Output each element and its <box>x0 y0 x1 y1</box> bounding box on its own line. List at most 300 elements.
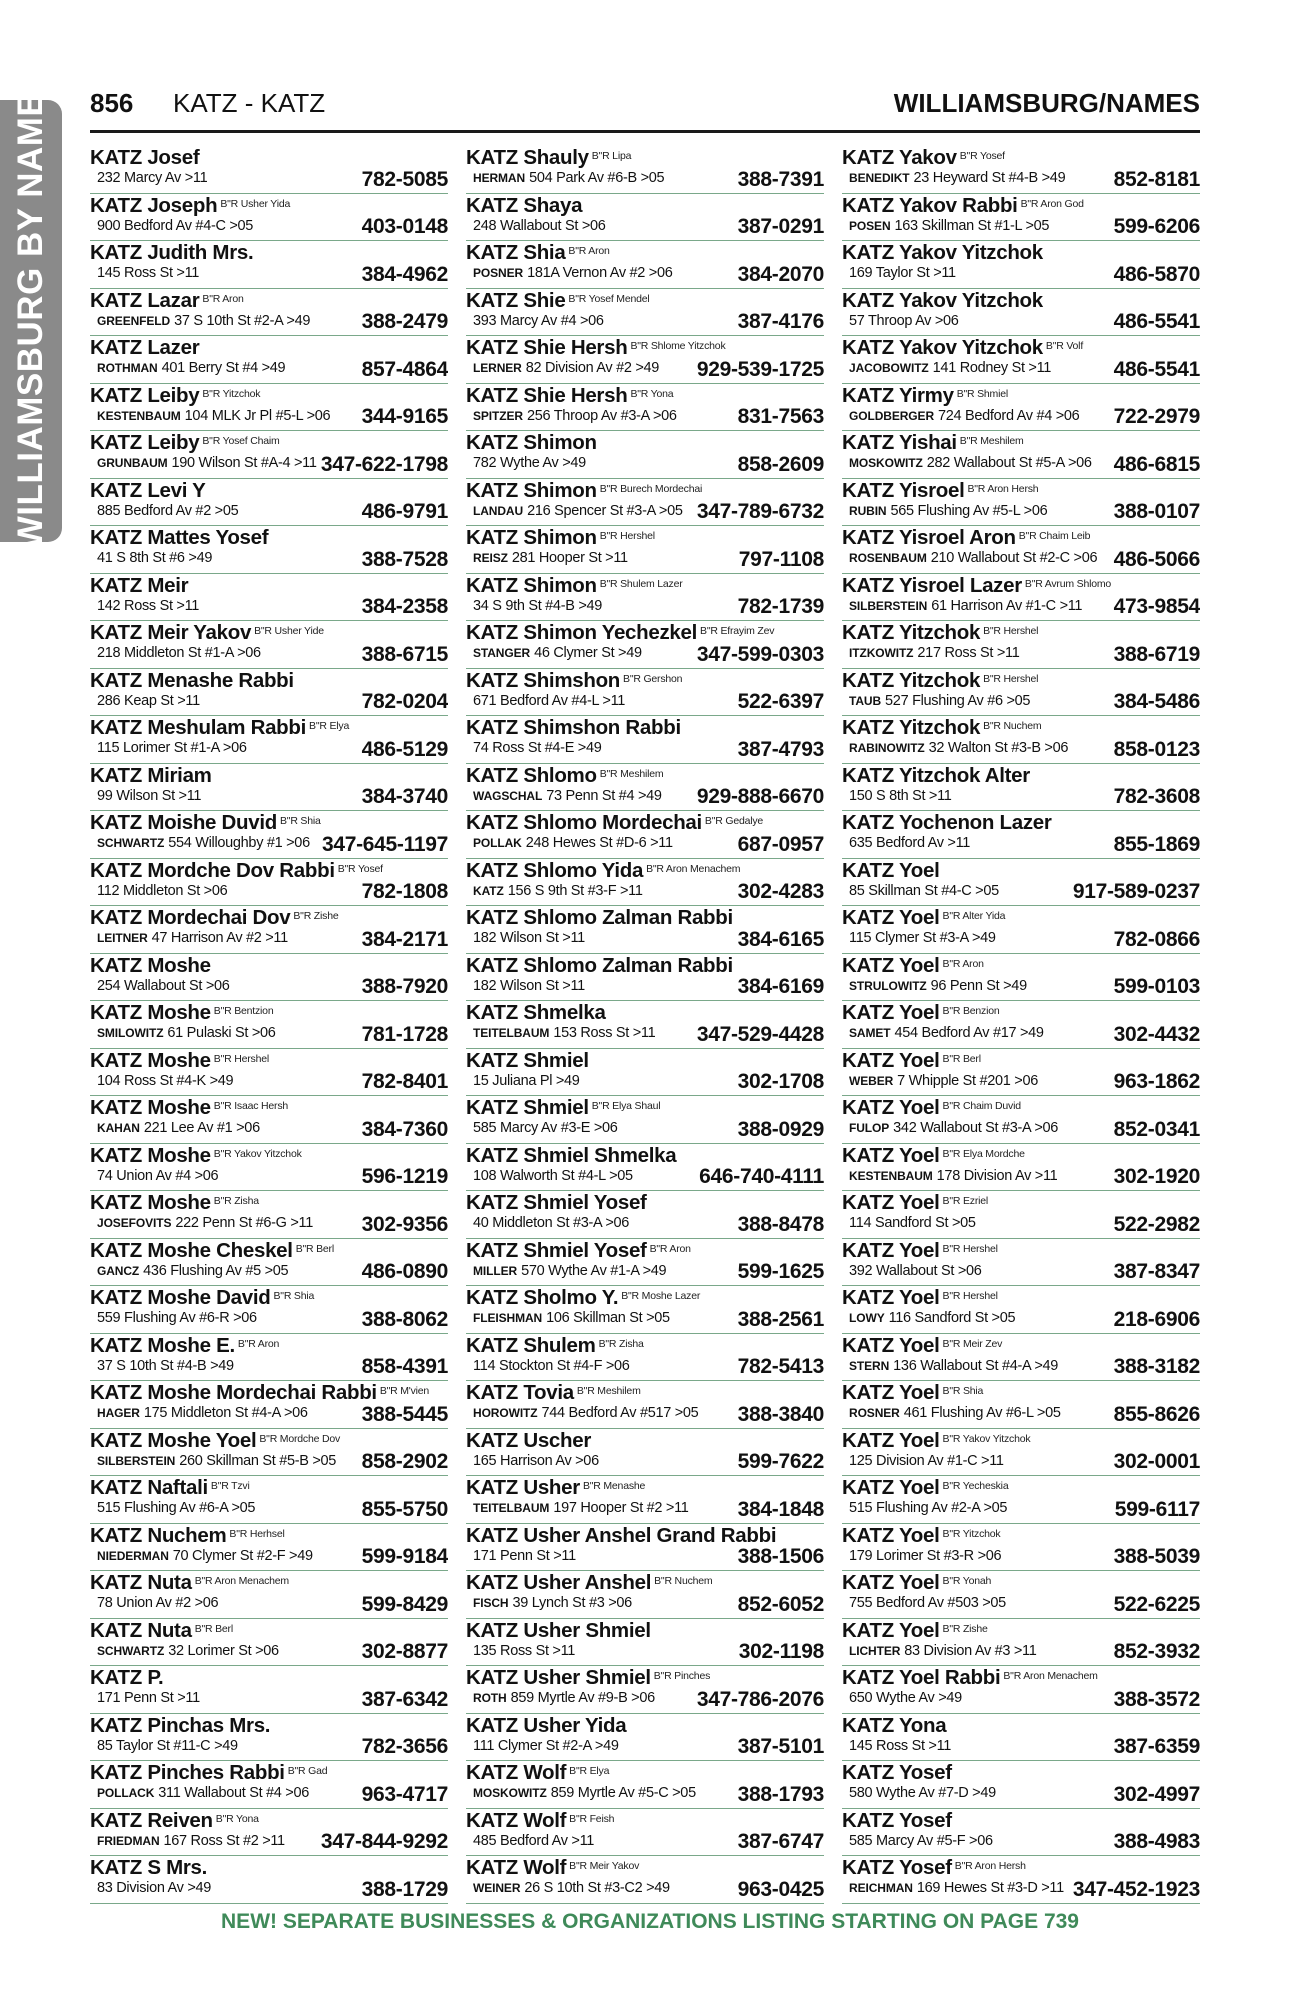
parent-name: B"R Yakov Yitzchok <box>213 1147 302 1160</box>
listing-phone: 855-5750 <box>361 1497 448 1521</box>
maiden-name: SILBERSTEIN <box>97 1453 176 1468</box>
listing-phone: 486-5129 <box>361 737 448 761</box>
listing-name: KATZ Yisroel <box>842 478 965 502</box>
entry-address-line <box>473 1166 633 1186</box>
listing-entry <box>90 1476 448 1524</box>
listing-name: KATZ Yitzchok <box>842 668 981 692</box>
listing-entry <box>842 336 1200 384</box>
listing-phone: 388-7528 <box>361 547 448 571</box>
parent-name: B"R Moshe Lazer <box>621 1290 701 1302</box>
entry-address-line <box>97 833 310 853</box>
listing-entry <box>90 621 448 669</box>
parent-name: B"R Hershel <box>983 625 1039 637</box>
entry-address-line <box>473 1831 594 1851</box>
parent-name: B"R Aron God <box>1020 197 1084 210</box>
maiden-name: LEITNER <box>97 931 148 945</box>
parent-name: B"R Zishe <box>942 1622 988 1635</box>
listing-address: 74 Ross St #4-E >49 <box>473 740 602 756</box>
listing-name: KATZ Yochenon Lazer <box>842 811 1052 834</box>
entry-address-line <box>97 501 238 521</box>
listing-name: KATZ Sholmo Y. <box>466 1286 619 1309</box>
listing-address: 15 Juliana Pl >49 <box>473 1072 580 1089</box>
listing-phone: 302-9356 <box>361 1212 448 1236</box>
entry-address-line <box>473 216 606 236</box>
listing-entry <box>842 1476 1200 1524</box>
entry-address-line <box>97 1023 276 1043</box>
entry-address-line <box>473 1641 575 1661</box>
listing-name: KATZ Leiby <box>90 383 200 407</box>
listing-name: KATZ Yakov Yitzchok <box>842 241 1043 264</box>
maiden-name: FLEISHMAN <box>473 1311 543 1325</box>
listing-name: KATZ Shlomo Zalman Rabbi <box>466 953 733 977</box>
parent-name: B"R Elya <box>309 720 350 732</box>
listing-phone: 858-2609 <box>737 452 824 476</box>
listing-name: KATZ Yisroel Lazer <box>842 573 1022 597</box>
listing-entry <box>842 574 1200 622</box>
listing-name: KATZ Shie <box>466 288 566 312</box>
parent-name: B"R Herhsel <box>229 1527 285 1540</box>
listing-phone: 722-2979 <box>1113 405 1200 428</box>
listing-phone: 388-1793 <box>737 1782 824 1806</box>
listing-name: KATZ Yoel <box>842 1143 940 1167</box>
listing-entry <box>90 1286 448 1334</box>
entry-address-line <box>473 1308 670 1328</box>
listing-name: KATZ Shimon <box>466 526 597 549</box>
entry-address-line <box>849 358 1051 378</box>
listing-phone: 347-789-6732 <box>696 500 824 523</box>
listing-entry <box>466 1334 824 1382</box>
listing-phone: 782-3656 <box>361 1735 448 1758</box>
entry-address-line <box>473 1118 618 1138</box>
parent-name: B"R Nuchem <box>654 1575 713 1587</box>
listing-name: KATZ Yoel <box>842 1333 940 1357</box>
listing-address: 73 Penn St #4 >49 <box>546 787 662 804</box>
listing-address: 393 Marcy Av #4 >06 <box>473 312 604 329</box>
entry-address-line <box>97 1451 336 1471</box>
listing-address: 41 S 8th St #6 >49 <box>97 550 213 566</box>
listing-address: 145 Ross St >11 <box>97 265 200 281</box>
listing-phone: 782-3608 <box>1113 785 1200 808</box>
listing-name: KATZ Moshe Cheskel <box>90 1238 293 1262</box>
listing-name: KATZ Usher Anshel Grand Rabbi <box>466 1523 777 1547</box>
listing-entry <box>90 1619 448 1667</box>
listing-entry <box>842 716 1200 764</box>
maiden-name: MILLER <box>473 1263 518 1278</box>
listing-phone: 599-8429 <box>361 1592 448 1616</box>
listing-phone: 782-1808 <box>361 880 448 903</box>
entry-address-line <box>849 786 952 806</box>
entry-address-line <box>849 928 996 948</box>
maiden-name: POLLACK <box>97 1786 155 1800</box>
listing-name: KATZ Yoel <box>842 1096 940 1119</box>
listing-entry <box>466 479 824 527</box>
listing-name: KATZ Yona <box>842 1713 947 1737</box>
listing-name: KATZ Moshe Mordechai Rabbi <box>90 1381 377 1404</box>
listing-phone: 797-1108 <box>738 547 824 571</box>
listing-phone: 599-1625 <box>737 1260 824 1283</box>
listing-entry <box>90 241 448 289</box>
listing-entry <box>842 1096 1200 1144</box>
listing-entry <box>90 859 448 907</box>
listing-entry <box>466 384 824 432</box>
parent-name: B"R Lipa <box>591 150 632 162</box>
listing-name: KATZ Tovia <box>466 1381 574 1404</box>
entry-address-line <box>849 1023 1044 1043</box>
maiden-name: FISCH <box>473 1596 509 1610</box>
entry-address-line <box>97 596 199 616</box>
listing-address: 178 Division Av >11 <box>936 1167 1058 1184</box>
parent-name: B"R Gershon <box>623 672 683 685</box>
maiden-name: POSNER <box>473 266 524 280</box>
listing-address: 755 Bedford Av #503 >05 <box>849 1595 1006 1611</box>
listing-phone: 963-0425 <box>737 1877 824 1901</box>
listing-name: KATZ Usher <box>466 1476 580 1499</box>
listing-phone: 599-9184 <box>361 1545 448 1568</box>
listing-address: 37 S 10th St #4-B >49 <box>97 1357 234 1374</box>
listing-address: 724 Bedford Av #4 >06 <box>938 407 1080 424</box>
listing-entry <box>466 1191 824 1239</box>
entry-address-line <box>97 1118 260 1138</box>
listing-entry <box>842 1524 1200 1572</box>
listing-entry <box>466 1619 824 1667</box>
listing-phone: 384-2070 <box>737 262 824 286</box>
listing-name: KATZ Wolf <box>466 1761 567 1784</box>
listing-address: 125 Division Av #1-C >11 <box>849 1452 1004 1469</box>
listing-address: 859 Myrtle Av #5-C >05 <box>550 1785 696 1801</box>
entry-address-line <box>849 1166 1057 1186</box>
parent-name: B"R Yona <box>630 387 674 400</box>
entry-address-line <box>849 1736 951 1756</box>
section-title: WILLIAMSBURG/NAMES <box>893 88 1200 118</box>
entry-address-line <box>97 311 310 331</box>
maiden-name: SILBERSTEIN <box>849 598 928 613</box>
listing-address: 222 Penn St #6-G >11 <box>175 1215 313 1231</box>
entry-address-line <box>849 1688 962 1708</box>
maiden-name: LANDAU <box>473 503 524 518</box>
listing-name: KATZ Yoel <box>842 858 940 882</box>
listing-entry <box>466 1476 824 1524</box>
listing-phone: 384-1848 <box>737 1497 824 1521</box>
maiden-name: WEINER <box>473 1881 521 1895</box>
listing-entry <box>90 1666 448 1714</box>
entry-address-line <box>473 358 659 378</box>
listing-phone: 387-5101 <box>737 1735 824 1758</box>
entry-address-line <box>97 1688 200 1708</box>
entry-address-line <box>473 1071 580 1091</box>
listing-entry <box>90 1049 448 1097</box>
listing-address: 83 Division Av #3 >11 <box>904 1642 1037 1659</box>
listing-phone: 387-6359 <box>1113 1735 1200 1758</box>
listing-name: KATZ Yisroel Aron <box>842 526 1016 549</box>
listing-address: 580 Wythe Av #7-D >49 <box>849 1785 996 1801</box>
listing-name: KATZ Moishe Duvid <box>90 811 277 834</box>
listing-phone: 852-8181 <box>1113 167 1200 191</box>
listing-phone: 384-7360 <box>361 1117 448 1141</box>
listing-entry <box>466 1761 824 1809</box>
listing-entry <box>842 1334 1200 1382</box>
listing-phone: 486-5541 <box>1113 310 1200 333</box>
listing-name: KATZ Moshe <box>90 953 211 977</box>
entry-address-line <box>849 311 959 331</box>
listing-name: KATZ Shimon <box>466 431 597 454</box>
listing-phone: 388-4983 <box>1113 1830 1200 1853</box>
listing-phone: 388-5445 <box>361 1402 448 1426</box>
entry-address-line <box>849 1071 1038 1091</box>
entry-address-line <box>473 1736 619 1756</box>
listing-phone: 929-539-1725 <box>696 357 824 381</box>
listing-phone: 388-6715 <box>361 642 448 666</box>
parent-name: B"R Nuchem <box>983 720 1042 732</box>
listing-phone: 388-7920 <box>361 975 448 998</box>
parent-name: B"R Zishe <box>293 910 339 922</box>
listing-column-1 <box>90 146 448 1904</box>
listing-address: 900 Bedford Av #4-C >05 <box>97 217 254 234</box>
listing-address: 248 Wallabout St >06 <box>473 217 606 234</box>
listing-entry <box>90 669 448 717</box>
listing-address: 46 Clymer St >49 <box>534 645 642 661</box>
listing-name: KATZ Levi Y <box>90 478 206 502</box>
parent-name: B"R Shia <box>280 815 321 827</box>
parent-name: B"R Alter Yida <box>942 910 1006 922</box>
maiden-name: REISZ <box>473 551 508 565</box>
listing-address: 61 Harrison Av #1-C >11 <box>931 597 1083 614</box>
listing-name: KATZ Moshe <box>90 1191 211 1214</box>
parent-name: B"R Shlome Yitzchok <box>630 340 726 352</box>
listing-entry <box>842 526 1200 574</box>
parent-name: B"R Yonah <box>942 1575 992 1587</box>
listing-entry <box>90 194 448 242</box>
listing-phone: 388-8478 <box>737 1212 824 1236</box>
listing-address: 671 Bedford Av #4-L >11 <box>473 692 626 709</box>
maiden-name: MOSKOWITZ <box>849 456 923 470</box>
maiden-name: FRIEDMAN <box>97 1833 160 1848</box>
listing-name: KATZ Moshe <box>90 1048 211 1072</box>
entry-address-line <box>97 643 261 663</box>
listing-name: KATZ Shie Hersh <box>466 336 628 359</box>
listing-name: KATZ Shlomo <box>466 763 597 787</box>
parent-name: B"R Yecheskia <box>942 1480 1009 1492</box>
listing-address: 217 Ross St >11 <box>917 645 1020 661</box>
parent-name: B"R Chaim Duvid <box>942 1100 1021 1112</box>
entry-address-line <box>849 1831 993 1851</box>
entry-address-line <box>97 358 285 378</box>
parent-name: B"R Efrayim Zev <box>700 625 775 637</box>
listing-phone: 302-1920 <box>1113 1165 1200 1188</box>
entry-address-line <box>97 1308 257 1328</box>
entry-address-line <box>473 1688 655 1708</box>
entry-address-line <box>97 691 200 711</box>
listing-entry <box>90 1239 448 1287</box>
parent-name: B"R Shia <box>942 1385 984 1397</box>
listing-entry <box>90 1381 448 1429</box>
listing-entry <box>466 1429 824 1477</box>
listing-address: 392 Wallabout St >06 <box>849 1262 982 1279</box>
listing-address: 885 Bedford Av #2 >05 <box>97 502 239 519</box>
listing-phone: 388-1729 <box>361 1877 448 1901</box>
listing-phone: 347-529-4428 <box>696 1022 824 1046</box>
listing-entry <box>90 1761 448 1809</box>
listing-address: 167 Ross St #2 >11 <box>163 1832 285 1849</box>
listing-name: KATZ Shlomo Zalman Rabbi <box>466 906 733 929</box>
listing-entry <box>466 811 824 859</box>
listing-phone: 599-7622 <box>737 1450 824 1473</box>
entry-address-line <box>97 216 253 236</box>
listing-entry <box>90 1809 448 1857</box>
listing-entry <box>466 1001 824 1049</box>
parent-name: B"R Hershel <box>983 672 1039 685</box>
listing-entry <box>466 859 824 907</box>
entry-address-line <box>473 453 586 473</box>
listing-address: 116 Sandford St >05 <box>888 1310 1016 1326</box>
maiden-name: TAUB <box>849 693 882 708</box>
entry-address-line <box>473 596 602 616</box>
listing-address: 190 Wilson St #A-4 >11 <box>171 455 317 471</box>
listing-address: 256 Throop Av #3-A >06 <box>526 407 677 424</box>
entry-address-line <box>473 501 683 521</box>
entry-address-line <box>473 1498 689 1518</box>
entry-address-line <box>97 928 288 948</box>
listing-address: 515 Flushing Av #2-A >05 <box>849 1500 1008 1516</box>
parent-name: B"R Aron <box>649 1242 691 1255</box>
maiden-name: HERMAN <box>473 171 526 185</box>
entry-address-line <box>473 311 604 331</box>
listing-address: 515 Flushing Av #6-A >05 <box>97 1500 256 1516</box>
listing-entry <box>842 1286 1200 1334</box>
listing-columns <box>90 146 1200 1904</box>
listing-phone: 781-1728 <box>361 1022 448 1046</box>
listing-name: KATZ Shauly <box>466 146 589 169</box>
listing-name: KATZ Nuchem <box>90 1523 227 1547</box>
listing-address: 585 Marcy Av #3-E >06 <box>473 1120 618 1136</box>
listing-name: KATZ Yosef <box>842 1808 952 1832</box>
entry-address-line <box>97 1546 313 1566</box>
listing-address: 145 Ross St >11 <box>849 1737 952 1754</box>
entry-address-line <box>849 976 1027 996</box>
listing-address: 26 S 10th St #3-C2 >49 <box>524 1880 670 1896</box>
entry-address-line <box>849 1878 1064 1898</box>
parent-name: B"R Shia <box>273 1290 315 1302</box>
listing-entry <box>90 336 448 384</box>
listing-entry <box>90 1096 448 1144</box>
entry-address-line <box>849 1308 1015 1328</box>
entry-address-line <box>473 263 673 283</box>
listing-address: 83 Division Av >49 <box>97 1880 212 1896</box>
listing-name: KATZ Yakov <box>842 146 957 169</box>
entry-address-line <box>97 976 230 996</box>
listing-entry <box>466 574 824 622</box>
listing-address: 282 Wallabout St #5-A >06 <box>926 455 1092 471</box>
listing-entry <box>90 954 448 1002</box>
listing-address: 34 S 9th St #4-B >49 <box>473 597 603 614</box>
listing-column-3 <box>842 146 1200 1904</box>
listing-address: 554 Willoughby #1 >06 <box>168 835 310 851</box>
listing-entry <box>842 1761 1200 1809</box>
listing-entry <box>842 194 1200 242</box>
entry-address-line <box>849 1498 1007 1518</box>
listing-name: KATZ Yoel <box>842 1428 940 1452</box>
maiden-name: TEITELBAUM <box>473 1026 550 1040</box>
listing-name: KATZ Yirmy <box>842 383 954 407</box>
parent-name: B"R Meir Zev <box>942 1337 1003 1350</box>
listing-phone: 646-740-4111 <box>699 1165 824 1188</box>
listing-name: KATZ Yoel <box>842 1286 940 1309</box>
listing-entry <box>90 1334 448 1382</box>
entry-address-line <box>849 1546 1001 1566</box>
parent-name: B"R Yosef Chaim <box>202 435 280 447</box>
listing-name: KATZ Yishai <box>842 431 957 454</box>
maiden-name: FULOP <box>849 1121 890 1135</box>
listing-address: 859 Myrtle Av #9-B >06 <box>510 1690 655 1706</box>
entry-address-line <box>473 1213 629 1233</box>
listing-name: KATZ Yoel Rabbi <box>842 1666 1001 1689</box>
listing-phone: 963-1862 <box>1113 1070 1200 1093</box>
listing-phone: 387-0291 <box>737 215 824 238</box>
listing-entry <box>842 1809 1200 1857</box>
listing-name: KATZ Nuta <box>90 1571 192 1594</box>
parent-name: B"R Yosef Mendel <box>568 292 650 305</box>
maiden-name: WEBER <box>849 1073 894 1088</box>
entry-address-line <box>473 833 673 853</box>
listing-name: KATZ Shaya <box>466 193 583 217</box>
listing-phone: 344-9165 <box>361 405 448 428</box>
listing-entry <box>842 1239 1200 1287</box>
listing-name: KATZ Yoel <box>842 1048 940 1072</box>
listing-entry <box>842 1856 1200 1904</box>
listing-name: KATZ Mordche Dov Rabbi <box>90 858 335 882</box>
listing-entry <box>466 1856 824 1904</box>
listing-entry <box>842 1714 1200 1762</box>
listing-phone: 388-1506 <box>737 1545 824 1568</box>
maiden-name: JOSEFOVITS <box>97 1216 172 1230</box>
entry-address-line <box>849 453 1092 473</box>
listing-entry <box>90 1429 448 1477</box>
parent-name: B"R Yona <box>215 1812 259 1825</box>
parent-name: B"R Aron Hersh <box>967 482 1039 495</box>
listing-name: KATZ Usher Shmiel <box>466 1666 651 1689</box>
entry-address-line <box>473 881 643 901</box>
entry-address-line <box>97 1878 211 1898</box>
listing-phone: 596-1219 <box>361 1165 448 1188</box>
listing-name: KATZ Pinches Rabbi <box>90 1761 285 1784</box>
listing-entry <box>842 1666 1200 1714</box>
listing-entry <box>90 146 448 194</box>
listing-entry <box>842 1049 1200 1097</box>
listing-name: KATZ Shmiel <box>466 1096 589 1119</box>
listing-address: 37 S 10th St #2-A >49 <box>174 312 311 329</box>
entry-address-line <box>473 928 585 948</box>
listing-name: KATZ Usher Yida <box>466 1713 627 1737</box>
listing-phone: 388-3840 <box>737 1402 824 1426</box>
listing-phone: 347-599-0303 <box>696 642 824 666</box>
entry-address-line <box>849 1451 1004 1471</box>
listing-phone: 347-844-9292 <box>320 1830 448 1853</box>
name-range: KATZ - KATZ <box>173 88 326 118</box>
listing-phone: 388-5039 <box>1113 1545 1200 1568</box>
maiden-name: POSEN <box>849 218 891 233</box>
listing-name: KATZ Mordechai Dov <box>90 906 291 929</box>
parent-name: B"R Aron <box>202 292 244 305</box>
listing-address: 150 S 8th St >11 <box>849 787 952 804</box>
listing-entry <box>466 1096 824 1144</box>
listing-address: 182 Wilson St >11 <box>473 977 585 994</box>
listing-name: KATZ Joseph <box>90 193 218 217</box>
listing-address: 23 Heyward St #4-B >49 <box>913 170 1066 186</box>
listing-address: 260 Skillman St #5-B >05 <box>179 1452 337 1469</box>
listing-entry <box>90 1524 448 1572</box>
parent-name: B"R Aron <box>237 1337 280 1350</box>
maiden-name: SCHWARTZ <box>97 836 165 850</box>
listing-entry <box>842 289 1200 337</box>
